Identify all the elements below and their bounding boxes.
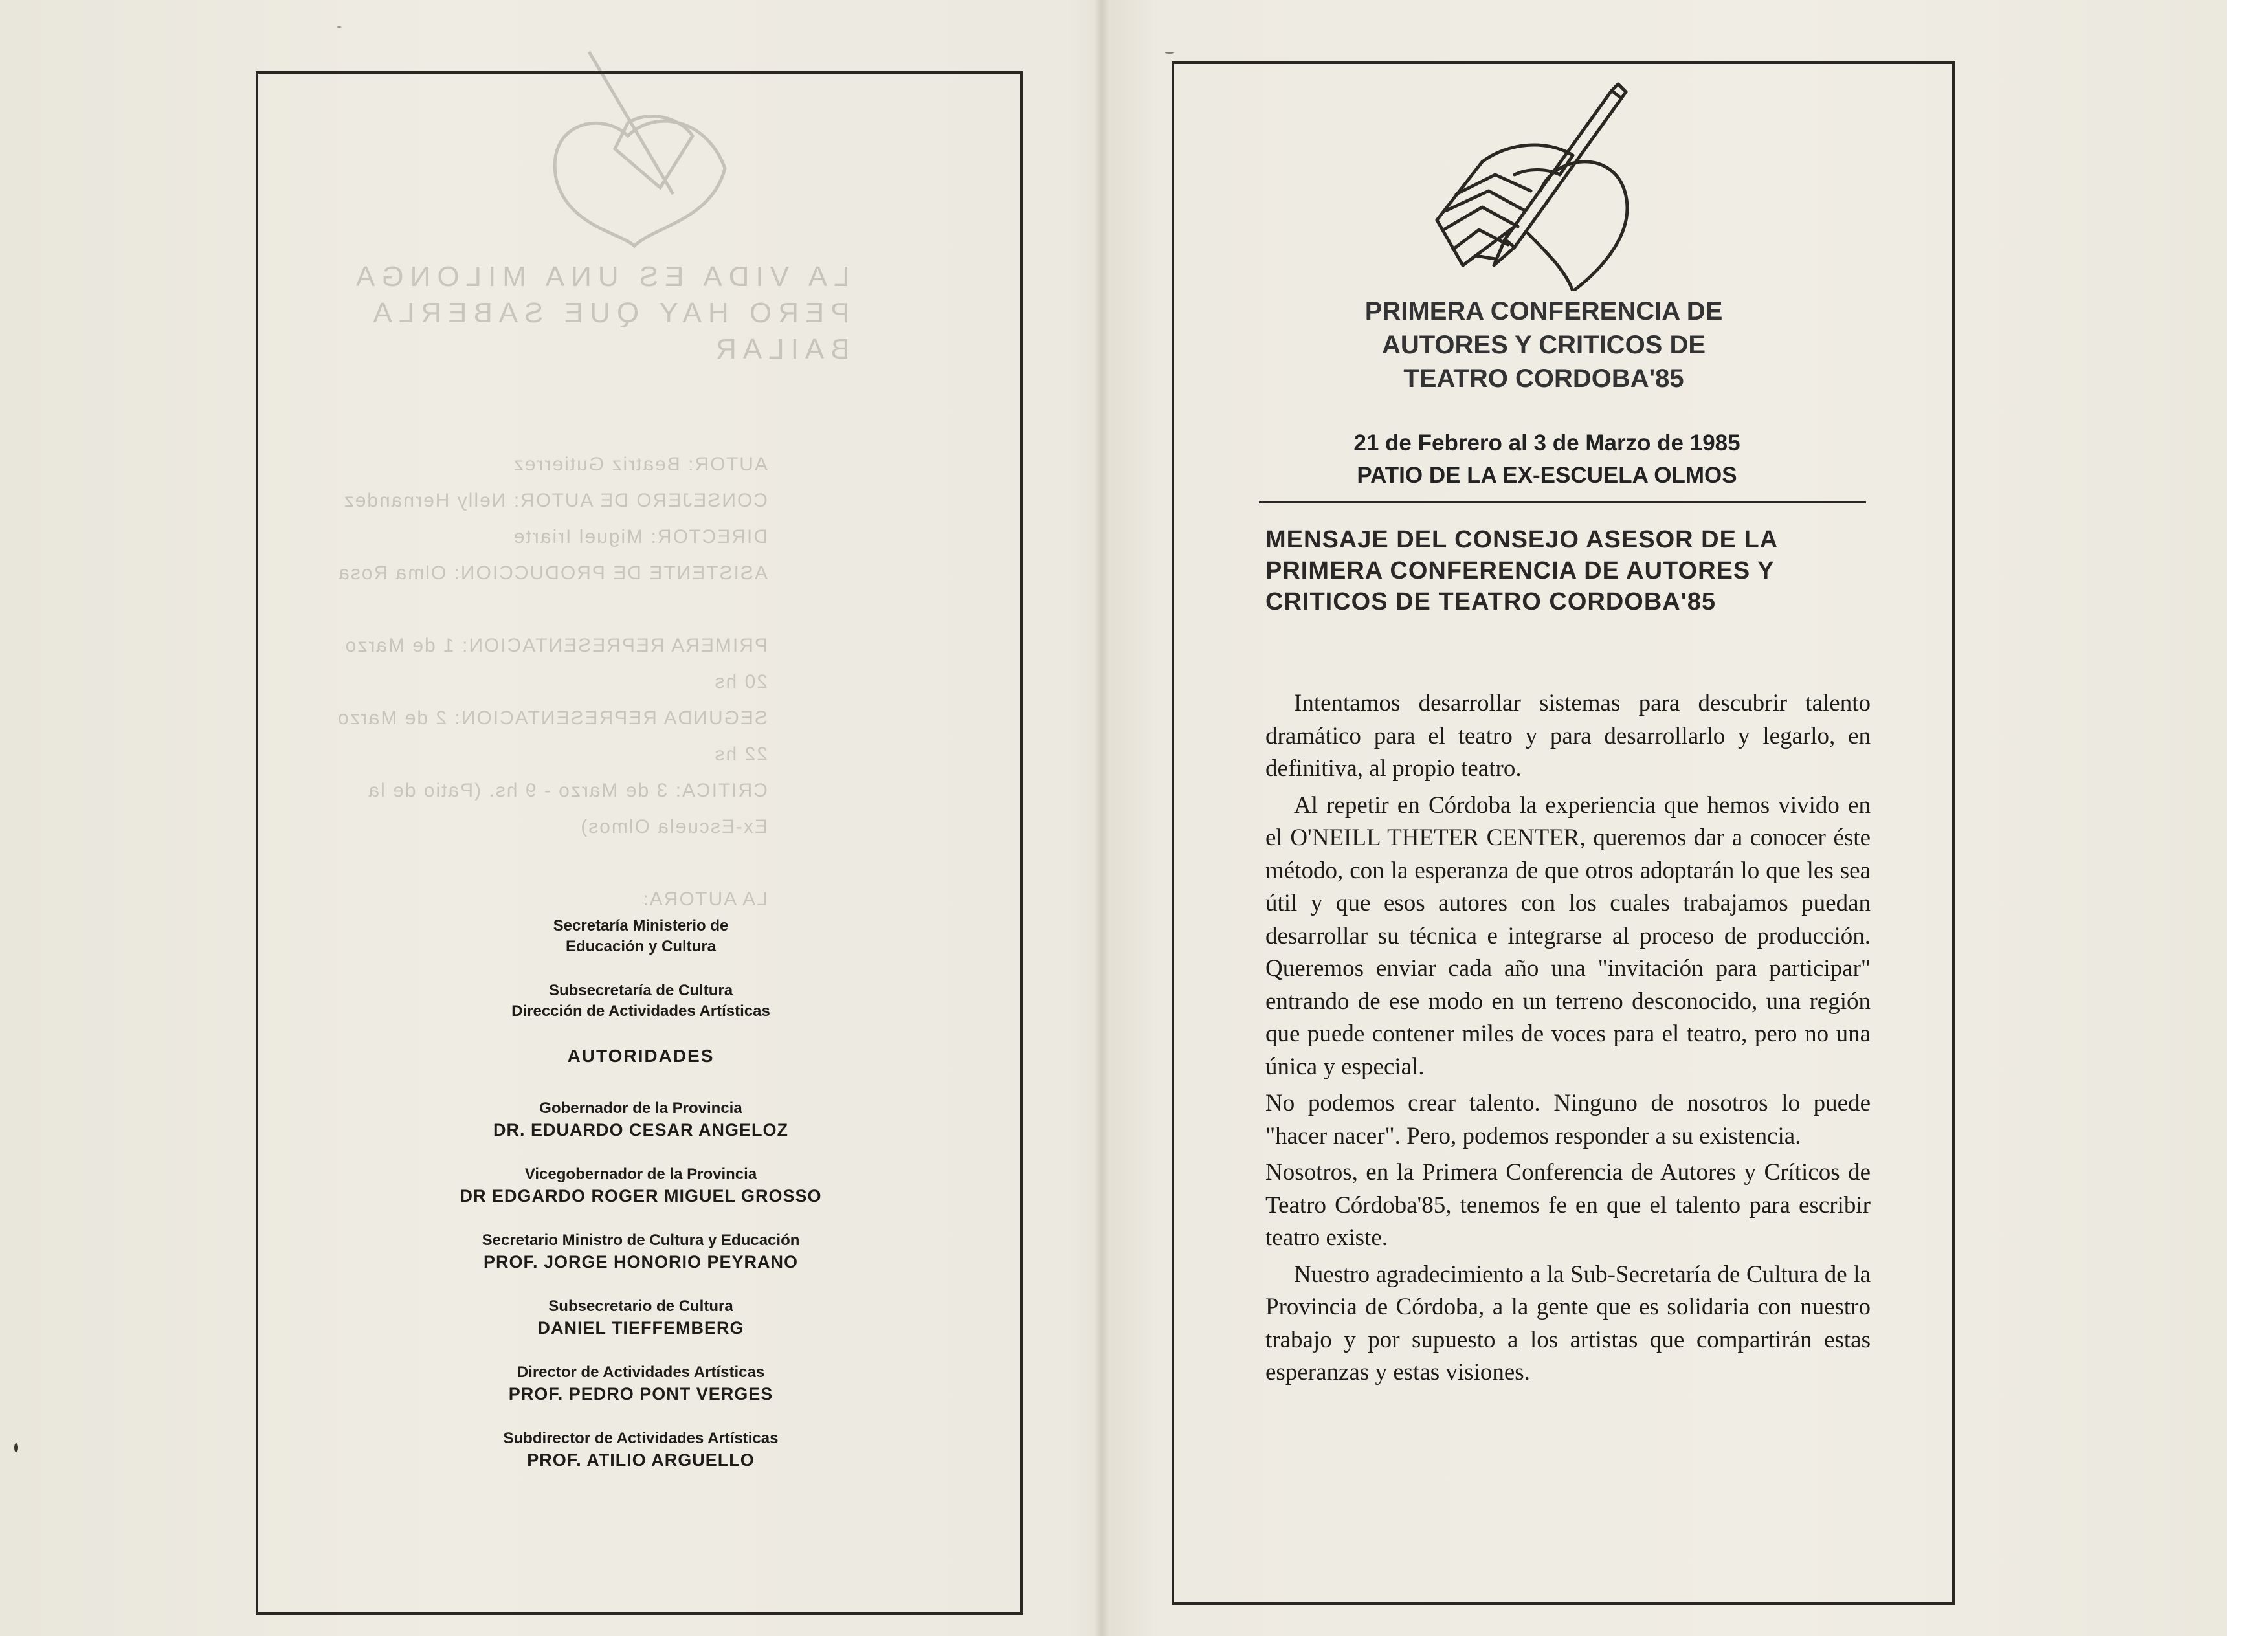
credit-name: DANIEL TIEFFEMBERG xyxy=(537,1318,744,1338)
paper-speck xyxy=(337,26,342,28)
divider-rule xyxy=(1259,501,1866,503)
credit-role: Subsecretario de Cultura xyxy=(548,1298,733,1315)
credit-director xyxy=(388,1362,893,1405)
body-paragraph: Nosotros, en la Primera Conferencia de Autores y Críticos de Teatro Córdoba'85, tenemos fe en que el talento para escribir teatro existe. xyxy=(1265,1159,1871,1251)
credit-role: Vicegobernador de la Provincia xyxy=(524,1166,757,1183)
credit-subsecretario xyxy=(388,1296,893,1339)
credits-list xyxy=(388,916,893,1494)
credit-name: PROF. ATILIO ARGUELLO xyxy=(527,1450,755,1470)
mensaje-body xyxy=(1265,687,1871,1389)
event-venue: PATIO DE LA EX-ESCUELA OLMOS xyxy=(1357,463,1737,488)
title-line: TEATRO CORDOBA'85 xyxy=(1403,364,1684,393)
mensaje-heading: MENSAJE DEL CONSEJO ASESOR DE LA PRIMERA CONFERENCIA DE AUTORES Y CRITICOS DE TEATRO CORDOBA'85 xyxy=(1265,526,1777,615)
event-info xyxy=(1269,427,1825,492)
credit-name: PROF. JORGE HONORIO PEYRANO xyxy=(483,1252,799,1272)
credits-heading: AUTORIDADES xyxy=(567,1046,715,1066)
body-paragraph: Nuestro agradecimiento a la Sub-Secretaría de Cultura de la Provincia de Córdoba, a la gente que es solidaria con nuestro trabajo y por supuesto a los artistas que compartirán estas esperanzas y estas visiones. xyxy=(1265,1261,1871,1386)
credit-line: Educación y Cultura xyxy=(565,938,717,955)
credit-name: DR. EDUARDO CESAR ANGELOZ xyxy=(493,1120,788,1140)
credits-subsecretaria xyxy=(388,980,893,1022)
credit-name: DR EDGARDO ROGER MIGUEL GROSSO xyxy=(460,1186,822,1206)
credit-name: PROF. PEDRO PONT VERGES xyxy=(508,1384,773,1404)
credit-secretario xyxy=(388,1230,893,1273)
body-paragraph: No podemos crear talento. Ninguno de nosotros lo puede "hacer nacer". Pero, podemos responder a su existencia. xyxy=(1265,1090,1871,1149)
ghost-back-body: AUTOR: Beatriz Gutierrez CONSEJERO DE AUTOR: Nelly Hernandez DIRECTOR: Miguel Iriarte ASISTENTE DE PRODUCCION: Olma Rosa PRIMERA REPRESENTACION: 1 de Marzo 20 hs SEGUNDA REPRESENTACION: 2 de Marzo 22 hs CRITICA: 3 de Marzo - 9 hs. (Patio de la Ex-Escuela Olmos) LA AUTORA: xyxy=(337,454,768,910)
title-line: AUTORES Y CRITICOS DE xyxy=(1381,331,1706,359)
credit-role: Director de Actividades Artísticas xyxy=(517,1364,765,1381)
credit-role: Subdirector de Actividades Artísticas xyxy=(503,1430,779,1447)
credit-role: Gobernador de la Provincia xyxy=(539,1100,742,1117)
paper-speck xyxy=(14,1443,18,1452)
event-dates: 21 de Febrero al 3 de Marzo de 1985 xyxy=(1353,430,1740,456)
title-line: PRIMERA CONFERENCIA DE xyxy=(1364,297,1723,326)
credit-subdirector xyxy=(388,1428,893,1471)
credit-line: Secretaría Ministerio de xyxy=(553,917,729,934)
credit-gobernador xyxy=(388,1098,893,1141)
hand-holding-pen-over-heart-icon xyxy=(1418,78,1676,291)
body-paragraph: Al repetir en Córdoba la experiencia que hemos vivido en el O'NEILL THETER CENTER, queremos dar a conocer éste método, con la esperanza de que otros adoptarán lo que les sea útil y que esos autores con los cuales trabajamos puedan desarrollar su técnica e integrarse al proceso de producción. Queremos enviar cada año una "invitación para participar" entrando de ese modo en un terreno desconocido, una región que puede contener miles de voces para el teatro, pero no una única y especial. xyxy=(1265,791,1871,1080)
paper-speck xyxy=(1165,52,1174,54)
credit-role: Secretario Ministro de Cultura y Educación xyxy=(482,1232,800,1249)
body-paragraph: Intentamos desarrollar sistemas para descubrir talento dramático para el teatro y para desarrollarlo y legarlo, en definitiva, al propio teatro. xyxy=(1265,690,1871,782)
credits-ministry xyxy=(388,916,893,957)
credit-vicegobernador xyxy=(388,1164,893,1207)
credit-line: Dirección de Actividades Artísticas xyxy=(511,1002,770,1020)
center-fold xyxy=(1094,0,1109,1636)
credit-line: Subsecretaría de Cultura xyxy=(548,982,733,999)
ghost-hand-logo-icon xyxy=(518,39,751,252)
ghost-back-title: LA VIDA ES UNA MILONGA PERO HAY QUE SABERLA BAILAR xyxy=(350,261,850,365)
conference-title xyxy=(1295,294,1793,395)
